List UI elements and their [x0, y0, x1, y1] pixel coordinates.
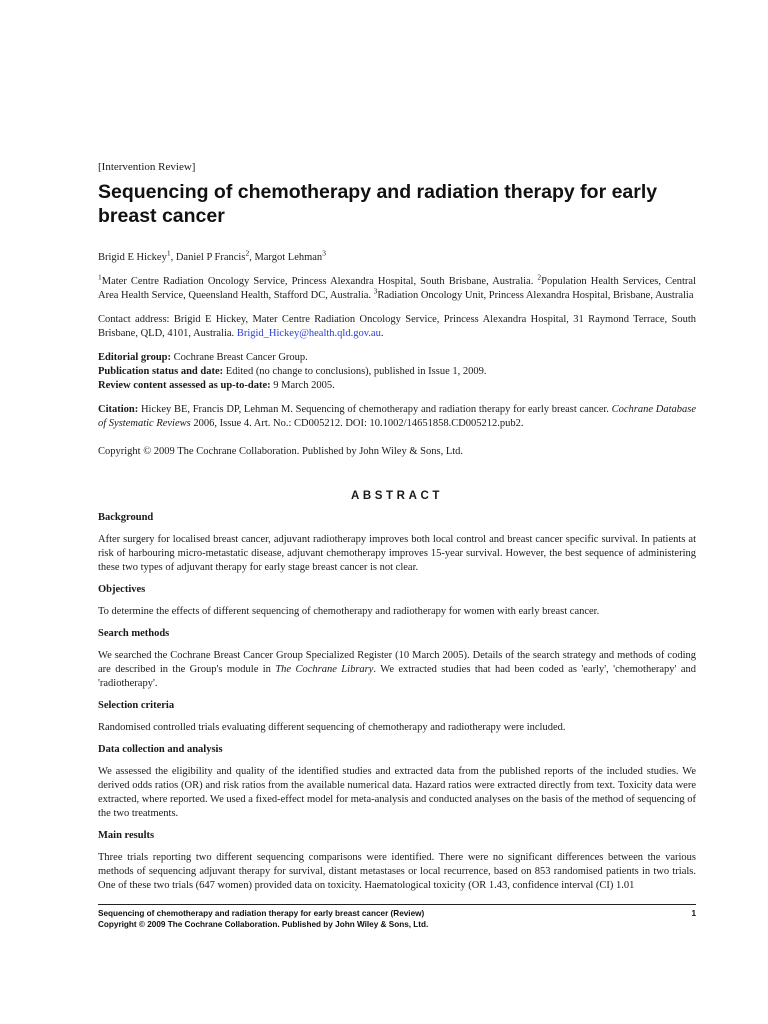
- assessed-date-value: 9 March 2005.: [270, 380, 335, 391]
- contact-end: .: [380, 328, 384, 339]
- affiliation-superscript: 2: [537, 272, 542, 282]
- review-type-label: [Intervention Review]: [98, 161, 196, 173]
- author-name: , Daniel P Francis: [170, 252, 246, 263]
- section-background: After surgery for localised breast cancer, adjuvant radiotherapy improves both local control and breast cancer specific survival. In patients at risk of harbouring micro-metastatic disease, adjuvant chemotherapy improves 15-year survival. However, the best sequence of administering these two types of adjuvant therapy for early stage breast cancer is not clear.: [98, 534, 696, 573]
- citation-journal: Cochrane Database of Systematic Reviews: [98, 404, 696, 429]
- publication-status-value: Edited (no change to conclusions), published in Issue 1, 2009.: [223, 366, 487, 377]
- page-content: [98, 160, 696, 893]
- assessed-date-label: Review content assessed as up-to-date:: [98, 380, 271, 391]
- affiliation-superscript: 1: [98, 272, 102, 282]
- affiliation-superscript: 3: [373, 286, 378, 296]
- affiliation-text: Mater Centre Radiation Oncology Service, Princess Alexandra Hospital, South Brisbane, Australia.: [101, 276, 538, 287]
- contact-address: [98, 313, 696, 341]
- page-number: 1: [691, 909, 696, 918]
- citation: [98, 403, 696, 431]
- citation-text: Hickey BE, Francis DP, Lehman M. Sequencing of chemotherapy and radiation therapy for early breast cancer.: [138, 404, 612, 415]
- section-heading-main-results: Main results: [98, 830, 155, 841]
- section-heading-selection-criteria: Selection criteria: [98, 700, 175, 711]
- section-objectives: To determine the effects of different sequencing of chemotherapy and radiotherapy for women with early breast cancer.: [98, 606, 600, 617]
- section-heading-search-methods: Search methods: [98, 628, 170, 639]
- section-heading-objectives: Objectives: [98, 584, 146, 595]
- publication-status: [98, 365, 696, 379]
- editorial-group: [98, 351, 696, 365]
- review-metadata: [98, 351, 696, 393]
- page-footer: [98, 904, 696, 930]
- affiliation-text: Population Health Services, Central Area Health Service, Queensland Health, Stafford DC, Australia.: [98, 276, 696, 301]
- section-main-results: Three trials reporting two different sequencing comparisons were identified. There were no significant differences between the various methods of sequencing adjuvant therapy for survival, distant metastases or local recurrence, based on 853 randomised patients in two trials. One of these two trials (647 women) provided data on toxicity. Haematological toxicity (OR 1.43, confidence interval (CI) 1.01: [98, 852, 696, 891]
- affiliation-text: Radiation Oncology Unit, Princess Alexandra Hospital, Brisbane, Australia: [377, 290, 694, 301]
- footer-row: [98, 908, 696, 919]
- email-link[interactable]: Brigid_Hickey@health.qld.gov.au: [236, 328, 381, 339]
- publication-status-label: Publication status and date:: [98, 366, 224, 377]
- contact-text: Contact address: Brigid E Hickey, Mater Centre Radiation Oncology Service, Princess Alexandra Hospital, 31 Raymond Terrace, South Brisbane, QLD, 4101, Australia.: [98, 314, 696, 339]
- abstract-heading: ABSTRACT: [350, 490, 444, 502]
- author-list: [98, 248, 696, 265]
- footer-title: Sequencing of chemotherapy and radiation therapy for early breast cancer (Review): [98, 909, 425, 918]
- editorial-group-label: Editorial group:: [98, 352, 172, 363]
- section-heading-background: Background: [98, 512, 154, 523]
- document-title: Sequencing of chemotherapy and radiation therapy for early breast cancer: [98, 181, 658, 227]
- citation-label: Citation:: [98, 404, 139, 415]
- author-superscript: 3: [322, 248, 326, 258]
- copyright-notice: Copyright © 2009 The Cochrane Collaboration. Published by John Wiley & Sons, Ltd.: [98, 446, 464, 457]
- section-selection-criteria: Randomised controlled trials evaluating different sequencing of chemotherapy and radiotherapy were included.: [98, 722, 566, 733]
- section-heading-data-collection: Data collection and analysis: [98, 744, 223, 755]
- section-data-collection: We assessed the eligibility and quality of the identified studies and extracted data from the published reports of the included studies. We derived odds ratios (OR) and risk ratios from the available numerical data. Hazard ratios were extracted directly from text. Toxicity data were extracted, where reported. We used a fixed-effect model for meta-analysis and conducted analyses on the basis of the method of sequencing of the two treatments.: [98, 766, 696, 819]
- search-text: We searched the Cochrane Breast Cancer Group Specialized Register (10 March 2005). Details of the search strategy and methods of coding are described in the Group's module in: [98, 650, 696, 675]
- author-superscript: 2: [245, 248, 250, 258]
- citation-rest: 2006, Issue 4. Art. No.: CD005212. DOI: 10.1002/14651858.CD005212.pub2.: [190, 418, 524, 429]
- editorial-group-value: Cochrane Breast Cancer Group.: [171, 352, 308, 363]
- affiliations: [98, 272, 696, 303]
- search-italic: The Cochrane Library: [275, 664, 374, 675]
- author-name: , Margot Lehman: [249, 252, 323, 263]
- author-name: Brigid E Hickey: [98, 252, 167, 263]
- section-search-methods: [98, 649, 696, 691]
- footer-copyright: Copyright © 2009 The Cochrane Collaboration. Published by John Wiley & Sons, Ltd.: [98, 920, 429, 929]
- author-superscript: 1: [166, 248, 171, 258]
- search-text-end: . We extracted studies that had been coded as 'early', 'chemotherapy' and 'radiotherapy'.: [98, 664, 696, 689]
- assessed-date: [98, 379, 696, 393]
